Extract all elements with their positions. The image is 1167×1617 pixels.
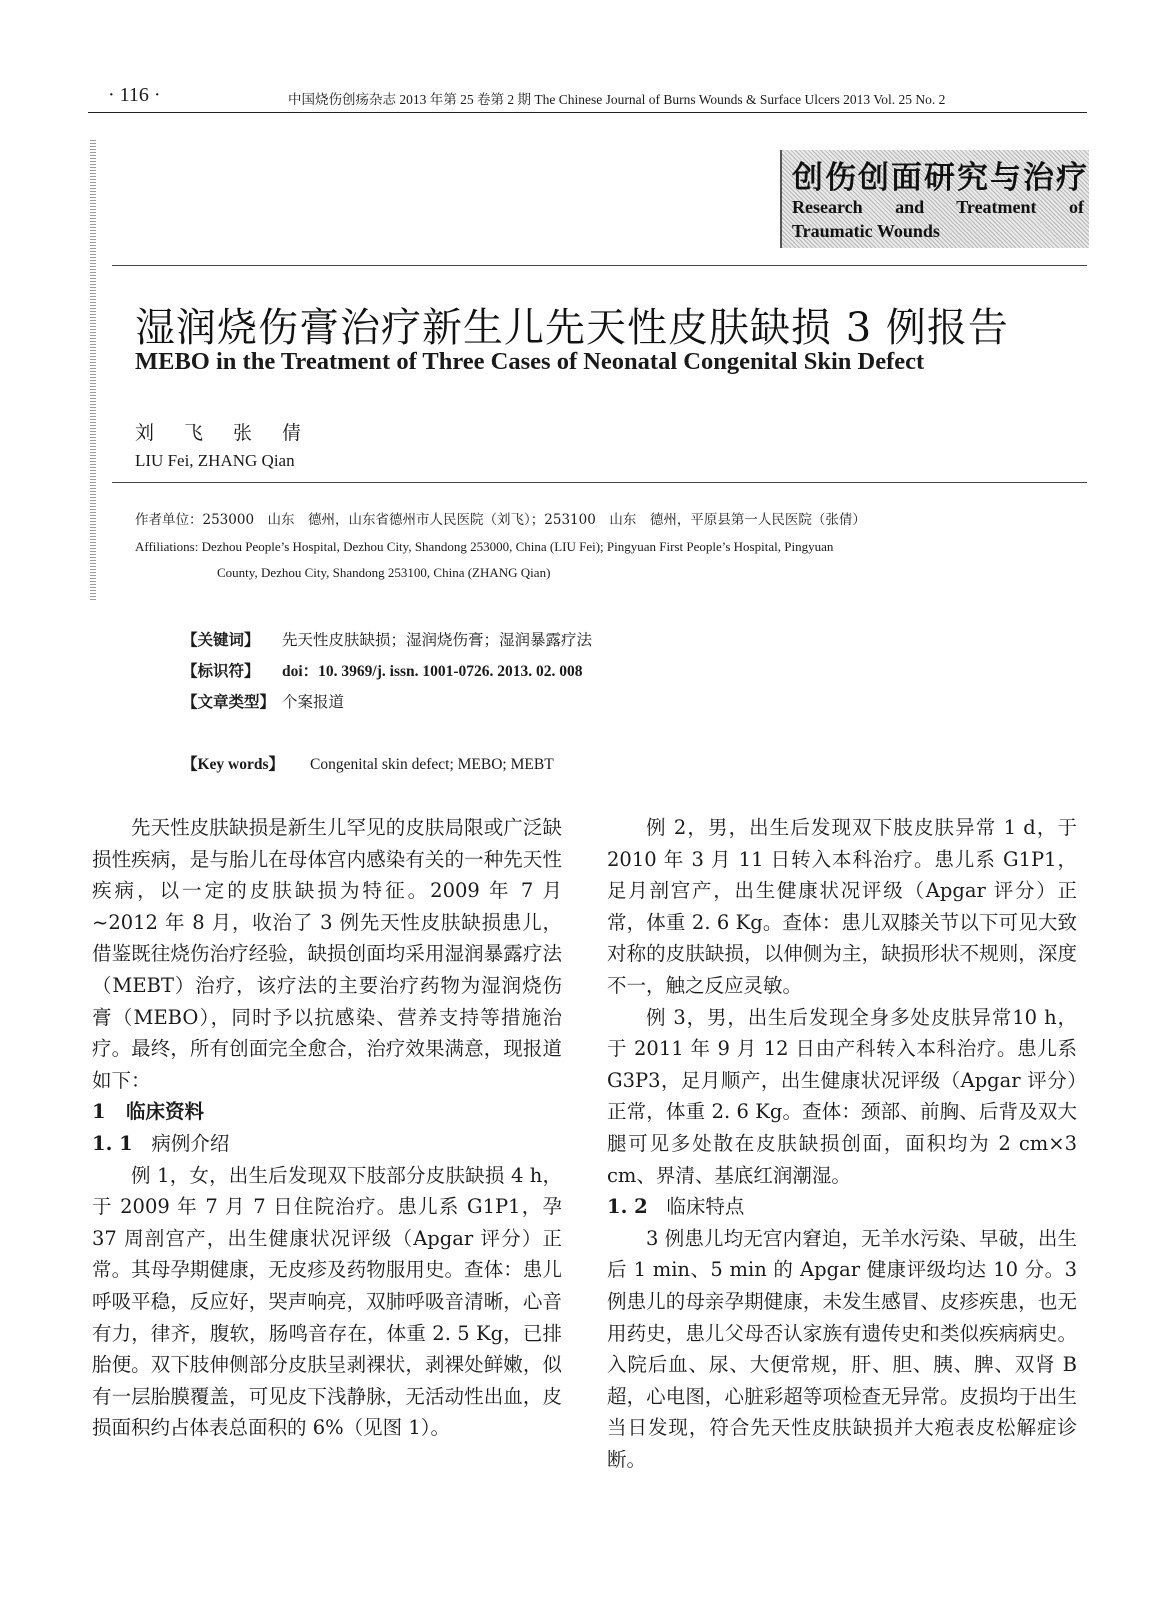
case-1-paragraph: 例 1，女，出生后发现双下肢部分皮肤缺损 4 h，于 2009 年 7 月 7 日住院治疗。患儿系 G1P1，孕 37 周剖宫产，出生健康状况评级（Apgar 评分）正常。其母孕期健康，无皮疹及药物服用史。查体：患儿呼吸平稳，反应好，哭声响亮，双肺呼吸音清晰，心音有力，律齐，腹软，肠鸣音存在，体重 2. 5 Kg，已排胎便。双下肢伸侧部分皮肤呈剥裸状，剥裸处鲜嫩，似有一层胎膜覆盖，可见皮下浅静脉，无活动性出血，皮损面积约占体表总面积的 6%（见图 1）。	[92, 1163, 562, 1440]
section-1-2-title: 临床特点	[666, 1195, 745, 1219]
section-1-heading	[92, 1096, 562, 1128]
title-rule	[112, 265, 1087, 266]
section-1-1-heading	[92, 1128, 562, 1160]
article-title-en: MEBO in the Treatment of Three Cases of Neonatal Congenital Skin Defect	[135, 348, 925, 375]
section-1-number: 1	[92, 1100, 106, 1124]
keywords-en-value: Congenital skin defect; MEBO; MEBT	[310, 756, 554, 773]
section-1-1-number: 1. 1	[92, 1131, 133, 1155]
article-title-cn: 湿润烧伤膏治疗新生儿先天性皮肤缺损 3 例报告	[135, 305, 1009, 351]
journal-running-header: 中国烧伤创疡杂志 2013 年第 25 卷第 2 期 The Chinese Journal of Burns Wounds & Surface Ulcers 2013 Vol. 25 No. 2	[288, 92, 946, 107]
identifier-label: 【标识符】	[182, 661, 260, 680]
section-1-title: 临床资料	[125, 1100, 204, 1124]
article-type-row	[182, 690, 344, 712]
affiliations-en-line2: County, Dezhou City, Shandong 253100, China (ZHANG Qian)	[217, 565, 551, 580]
clinical-features-paragraph: 3 例患儿均无宫内窘迫，无羊水污染、早破，出生后 1 min、5 min 的 Apgar 健康评级均达 10 分。3 例患儿的母亲孕期健康，未发生感冒、皮疹疾患，也无用药史，患儿父母否认家族有遗传史和类似疾病病史。入院后血、尿、大便常规，肝、胆、胰、脾、双肾 B 超，心电图，心脏彩超等项检查无异常。皮损均于出生当日发现，符合先天性皮肤缺损并大疱表皮松解症诊断。	[607, 1226, 1077, 1471]
body-column-right	[607, 812, 1077, 1475]
keywords-value: 先天性皮肤缺损；湿润烧伤膏；湿润暴露疗法	[282, 631, 593, 649]
authors-en: LIU Fei, ZHANG Qian	[135, 451, 295, 470]
affiliations-en-line1: Dezhou People’s Hospital, Dezhou City, Shandong 253000, China (LIU Fei); Pingyuan First People’s Hospital, Pingyuan	[198, 539, 834, 554]
case-2-paragraph: 例 2，男，出生后发现双下肢皮肤异常 1 d，于 2010 年 3 月 11 日转入本科治疗。患儿系 G1P1，足月剖宫产，出生健康状况评级（Apgar 评分）正常，体重 2. 6 Kg。查体：患儿双膝关节以下可见大致对称的皮肤缺损，以伸侧为主，缺损形状不规则，深度不一，触之反应灵敏。	[607, 816, 1077, 997]
keywords-row	[182, 628, 592, 650]
header-rule	[88, 112, 1087, 113]
doi-value: doi：10. 3969/j. issn. 1001-0726. 2013. 02. 008	[282, 663, 583, 680]
section-title-cn: 创伤创面研究与治疗	[792, 160, 1089, 196]
section-title-en: Research and Treatment of Traumatic Wounds	[792, 197, 1084, 241]
body-column-left	[92, 812, 562, 1444]
page-number: · 116 ·	[108, 84, 161, 106]
article-type-label: 【文章类型】	[182, 692, 276, 711]
case-3-paragraph: 例 3，男，出生后发现全身多处皮肤异常10 h，于 2011 年 9 月 12 日由产科转入本科治疗。患儿系 G3P3，足月顺产，出生健康状况评级（Apgar 评分）正常，体重 2. 6 Kg。查体：颈部、前胸、后背及双大腿可见多处散在皮肤缺损创面，面积均为 2 cm×3 cm、界清、基底红润潮湿。	[607, 1005, 1077, 1187]
decorative-side-strip	[90, 140, 96, 600]
identifier-row	[182, 659, 583, 681]
keywords-en-row	[182, 752, 554, 774]
section-1-1-title: 病例介绍	[151, 1131, 230, 1155]
authors-cn: 刘飞张倩	[135, 422, 332, 444]
intro-paragraph: 先天性皮肤缺损是新生儿罕见的皮肤局限或广泛缺损性疾病，是与胎儿在母体宫内感染有关的一种先天性疾病，以一定的皮肤缺损为特征。2009 年 7 月 ~2012 年 8 月，收治了 3 例先天性皮肤缺损患儿，借鉴既往烧伤治疗经验，缺损创面均采用湿润暴露疗法（MEBT）治疗，该疗法的主要治疗药物为湿润烧伤膏（MEBO），同时予以抗感染、营养支持等措施治疗。最终，所有创面完全愈合，治疗效果满意，现报道如下：	[92, 816, 562, 1092]
affiliations-en	[135, 534, 1035, 586]
keywords-label: 【关键词】	[182, 630, 260, 649]
affiliations-en-label: Affiliations:	[135, 539, 199, 554]
section-1-2-heading	[607, 1191, 1077, 1223]
article-type-value: 个案报道	[282, 693, 345, 711]
section-1-2-number: 1. 2	[607, 1195, 648, 1219]
affiliations-cn: 作者单位：253000 山东 德州，山东省德州市人民医院（刘飞）；253100 山东 德州，平原县第一人民医院（张倩）	[135, 512, 866, 528]
keywords-en-label: 【Key words】	[182, 756, 285, 773]
authors-rule	[112, 482, 1087, 483]
